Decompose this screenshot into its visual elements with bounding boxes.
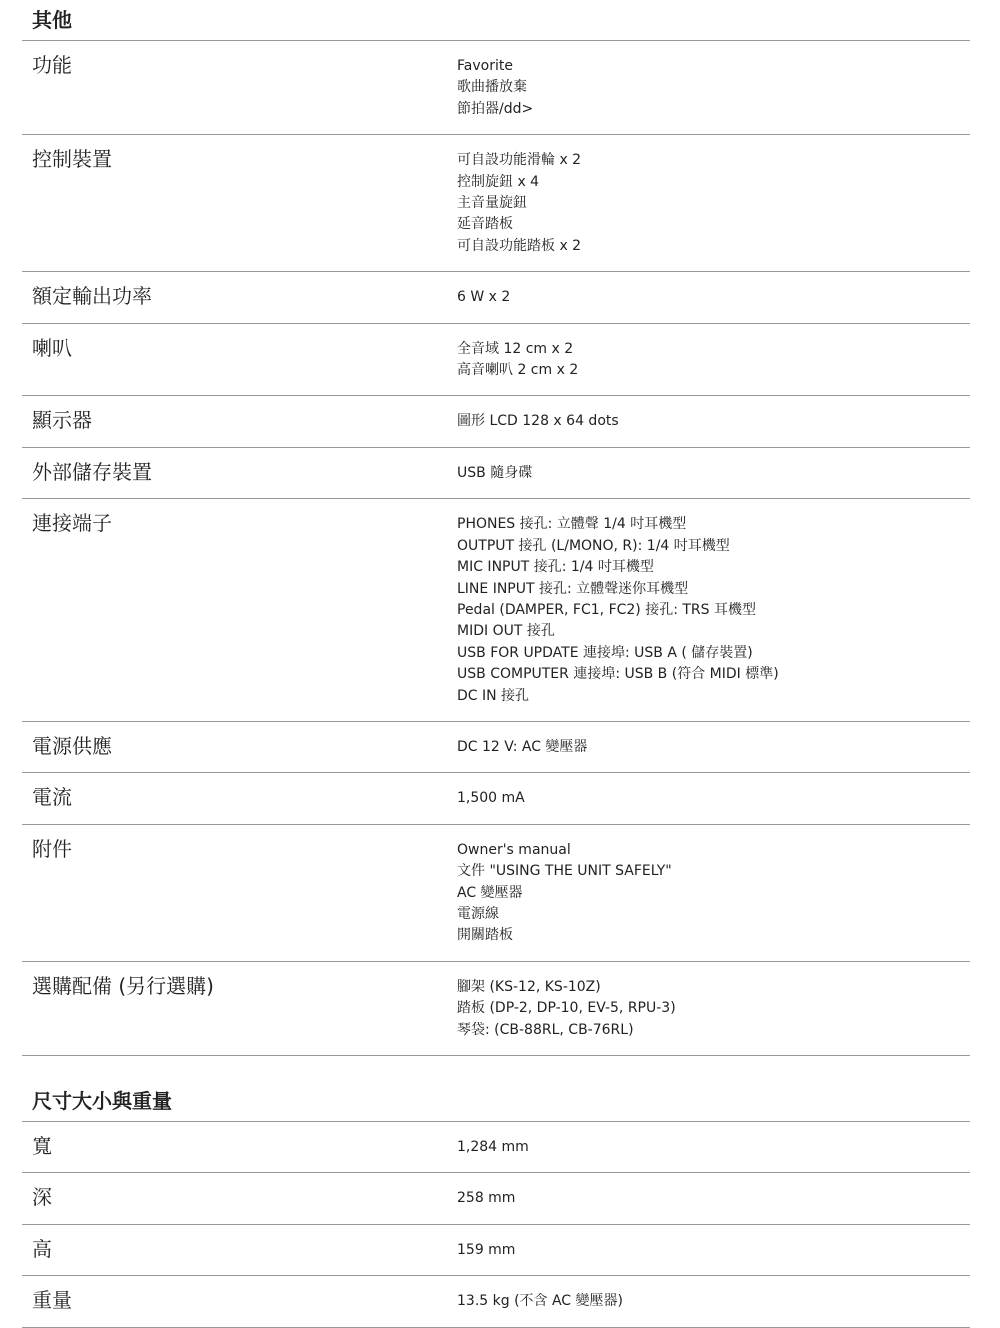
spec-label: 功能 <box>32 53 72 77</box>
spec-values <box>447 962 970 1055</box>
spec-section-dimensions <box>22 1089 970 1328</box>
spec-value: 琴袋: (CB-88RL, CB-76RL) <box>457 1021 634 1038</box>
spec-label: 連接端子 <box>32 511 112 536</box>
spec-label: 顯示器 <box>32 408 92 433</box>
spec-label: 額定輸出功率 <box>32 284 152 309</box>
spec-label: 深 <box>32 1185 52 1210</box>
spec-label: 寬 <box>32 1134 52 1158</box>
spec-row <box>22 1122 970 1173</box>
spec-value: 電源線 <box>457 905 499 922</box>
spec-value: 258 mm <box>457 1190 516 1207</box>
spec-value: 開關踏板 <box>457 927 513 944</box>
spec-value: 全音域 12 cm x 2 <box>457 340 574 357</box>
spec-value: 可自設功能滑輪 x 2 <box>457 152 582 169</box>
spec-value: USB 隨身碟 <box>457 464 533 481</box>
spec-label: 電源供應 <box>32 733 112 758</box>
spec-row <box>22 448 970 499</box>
spec-values <box>447 1122 970 1172</box>
spec-values <box>447 272 970 322</box>
spec-values <box>447 324 970 396</box>
spec-row <box>22 41 970 135</box>
spec-label: 電流 <box>32 785 72 810</box>
spec-value: 踏板 (DP-2, DP-10, EV-5, RPU-3) <box>457 1000 676 1017</box>
spec-value: 可自設功能踏板 x 2 <box>457 237 582 254</box>
spec-value: USB COMPUTER 連接埠: USB B (符合 MIDI 標準) <box>457 666 779 683</box>
spec-values <box>447 825 970 961</box>
spec-value: 控制旋鈕 x 4 <box>457 173 540 190</box>
spec-value: 歌曲播放棄 <box>457 79 527 96</box>
spec-value: 節拍器/dd> <box>457 100 534 117</box>
spec-row <box>22 499 970 722</box>
spec-value: 延音踏板 <box>457 216 513 233</box>
spec-value: LINE INPUT 接孔: 立體聲迷你耳機型 <box>457 580 689 597</box>
spec-values <box>447 1225 970 1275</box>
spec-value: Owner's manual <box>457 841 571 858</box>
spec-values <box>447 1276 970 1326</box>
spec-row <box>22 324 970 397</box>
spec-label: 選購配備 (另行選購) <box>32 973 214 998</box>
spec-row <box>22 396 970 447</box>
spec-label: 高 <box>32 1236 52 1261</box>
spec-value: Favorite <box>457 58 513 74</box>
spec-values <box>447 135 970 271</box>
spec-row <box>22 135 970 272</box>
spec-row <box>22 1276 970 1327</box>
spec-row <box>22 773 970 824</box>
spec-row <box>22 1225 970 1276</box>
spec-label: 重量 <box>32 1288 72 1313</box>
spec-value: Pedal (DAMPER, FC1, FC2) 接孔: TRS 耳機型 <box>457 601 756 618</box>
spec-value: 6 W x 2 <box>457 289 511 306</box>
spec-value: AC 變壓器 <box>457 884 523 901</box>
spec-value: 高音喇叭 2 cm x 2 <box>457 362 579 379</box>
spec-value: PHONES 接孔: 立體聲 1/4 吋耳機型 <box>457 516 687 533</box>
spec-values <box>447 41 970 134</box>
spec-label: 控制裝置 <box>32 147 112 172</box>
spec-value: 1,284 mm <box>457 1139 529 1155</box>
spec-values <box>447 773 970 823</box>
spec-value: MIDI OUT 接孔 <box>457 623 555 640</box>
spec-value: 1,500 mA <box>457 790 525 807</box>
spec-values <box>447 499 970 721</box>
spec-values <box>447 1173 970 1223</box>
spec-value: 主音量旋鈕 <box>457 195 527 212</box>
spec-value: 159 mm <box>457 1241 516 1258</box>
spec-value: USB FOR UPDATE 連接埠: USB A ( 儲存裝置) <box>457 644 753 661</box>
spec-values <box>447 722 970 772</box>
spec-row <box>22 825 970 962</box>
spec-values <box>447 448 970 498</box>
spec-row <box>22 272 970 323</box>
spec-value: DC 12 V: AC 變壓器 <box>457 738 588 755</box>
spec-row <box>22 1173 970 1224</box>
spec-value: OUTPUT 接孔 (L/MONO, R): 1/4 吋耳機型 <box>457 537 730 554</box>
spec-value: 13.5 kg (不含 AC 變壓器) <box>457 1293 623 1310</box>
spec-label: 外部儲存裝置 <box>32 459 152 484</box>
section-title: 其他 <box>22 8 970 41</box>
spec-row <box>22 722 970 773</box>
spec-value: MIC INPUT 接孔: 1/4 吋耳機型 <box>457 559 654 576</box>
spec-value: 圖形 LCD 128 x 64 dots <box>457 413 619 430</box>
spec-row <box>22 962 970 1056</box>
spec-label: 喇叭 <box>32 335 72 360</box>
spec-values <box>447 396 970 446</box>
spec-section-other <box>22 8 970 1056</box>
spec-label: 附件 <box>32 836 72 861</box>
spec-value: 文件 "USING THE UNIT SAFELY" <box>457 863 672 880</box>
spec-value: 腳架 (KS-12, KS-10Z) <box>457 978 601 995</box>
section-title: 尺寸大小與重量 <box>22 1089 970 1122</box>
spec-value: DC IN 接孔 <box>457 687 530 704</box>
